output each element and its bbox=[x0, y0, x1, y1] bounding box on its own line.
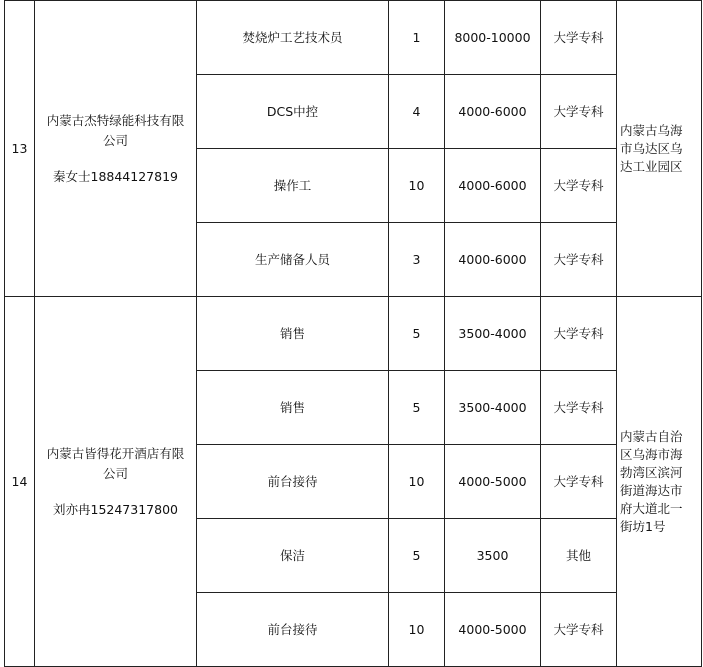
job-salary: 4000-6000 bbox=[445, 223, 541, 297]
job-title: 保洁 bbox=[197, 519, 389, 593]
table-row bbox=[5, 1, 702, 75]
job-title: 生产储备人员 bbox=[197, 223, 389, 297]
row-number: 13 bbox=[5, 1, 35, 297]
address-line: 勃湾区滨河 bbox=[620, 464, 683, 480]
job-salary: 4000-6000 bbox=[445, 149, 541, 223]
job-title: 操作工 bbox=[197, 149, 389, 223]
company-cell bbox=[35, 1, 197, 297]
job-salary: 3500-4000 bbox=[445, 297, 541, 371]
job-salary: 3500-4000 bbox=[445, 371, 541, 445]
job-education: 其他 bbox=[541, 519, 617, 593]
address-line: 内蒙古自治 bbox=[620, 428, 683, 444]
job-salary: 4000-6000 bbox=[445, 75, 541, 149]
job-education: 大学专科 bbox=[541, 223, 617, 297]
job-count: 3 bbox=[389, 223, 445, 297]
job-salary: 4000-5000 bbox=[445, 445, 541, 519]
job-education: 大学专科 bbox=[541, 445, 617, 519]
address-line: 市乌达区乌 bbox=[620, 140, 683, 156]
address-line: 区乌海市海 bbox=[620, 446, 683, 462]
company-name: 内蒙古皆得花开酒店有限公司 bbox=[46, 445, 185, 481]
company-name: 内蒙古杰特绿能科技有限公司 bbox=[46, 112, 185, 148]
job-count: 5 bbox=[389, 519, 445, 593]
row-number: 14 bbox=[5, 297, 35, 667]
job-count: 5 bbox=[389, 297, 445, 371]
job-title: DCS中控 bbox=[197, 75, 389, 149]
job-salary: 3500 bbox=[445, 519, 541, 593]
job-count: 5 bbox=[389, 371, 445, 445]
job-salary: 4000-5000 bbox=[445, 593, 541, 667]
company-contact: 刘亦冉15247317800 bbox=[53, 501, 178, 517]
address-line: 达工业园区 bbox=[620, 158, 683, 174]
address-line: 街道海达市 bbox=[620, 482, 683, 498]
job-title: 前台接待 bbox=[197, 593, 389, 667]
address-line: 府大道北一 bbox=[620, 500, 683, 516]
job-count: 1 bbox=[389, 1, 445, 75]
company-address bbox=[617, 1, 702, 297]
job-education: 大学专科 bbox=[541, 149, 617, 223]
job-education: 大学专科 bbox=[541, 371, 617, 445]
job-title: 焚烧炉工艺技术员 bbox=[197, 1, 389, 75]
table-row bbox=[5, 297, 702, 371]
job-count: 10 bbox=[389, 445, 445, 519]
job-education: 大学专科 bbox=[541, 593, 617, 667]
job-title: 前台接待 bbox=[197, 445, 389, 519]
job-count: 10 bbox=[389, 149, 445, 223]
company-contact: 秦女士18844127819 bbox=[53, 168, 178, 184]
job-title: 销售 bbox=[197, 371, 389, 445]
job-salary: 8000-10000 bbox=[445, 1, 541, 75]
job-table bbox=[4, 0, 702, 667]
job-education: 大学专科 bbox=[541, 75, 617, 149]
address-line: 内蒙古乌海 bbox=[620, 122, 683, 138]
job-education: 大学专科 bbox=[541, 1, 617, 75]
job-education: 大学专科 bbox=[541, 297, 617, 371]
job-count: 10 bbox=[389, 593, 445, 667]
job-title: 销售 bbox=[197, 297, 389, 371]
company-cell bbox=[35, 297, 197, 667]
company-address bbox=[617, 297, 702, 667]
address-line: 街坊1号 bbox=[620, 518, 666, 534]
job-count: 4 bbox=[389, 75, 445, 149]
